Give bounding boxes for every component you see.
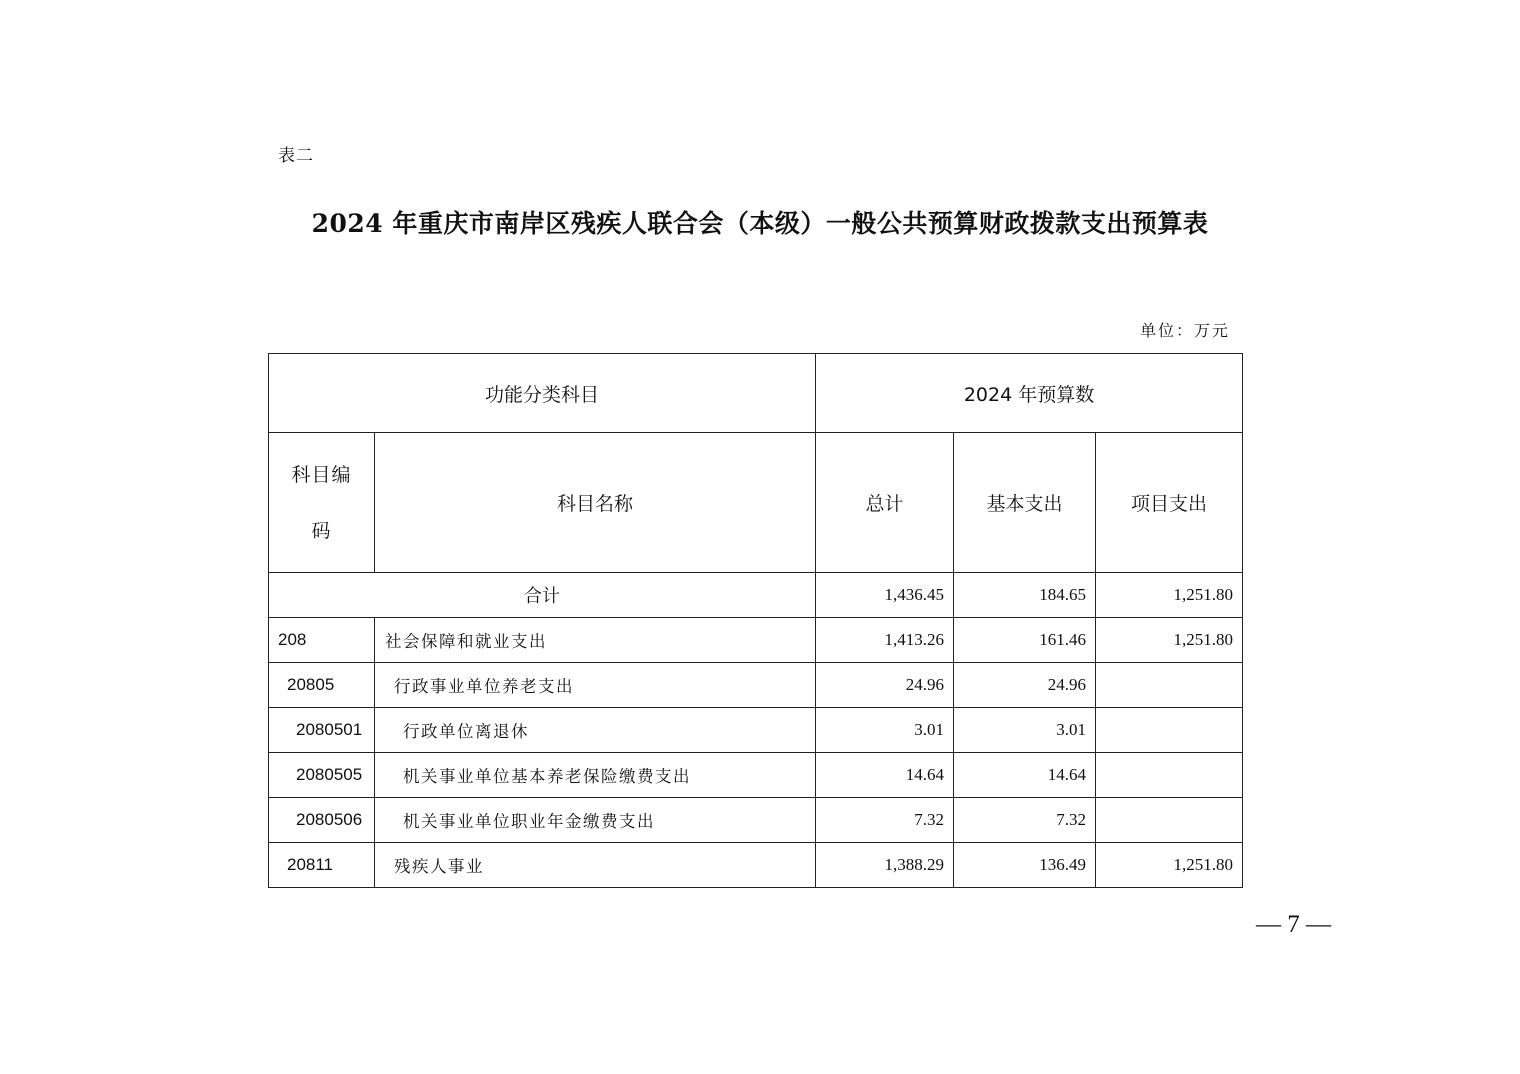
- row-total: 7.32: [816, 798, 954, 843]
- row-project: [1096, 753, 1243, 798]
- row-name: 行政事业单位养老支出: [375, 663, 816, 708]
- row-basic: 14.64: [954, 753, 1096, 798]
- row-total: 24.96: [816, 663, 954, 708]
- row-code: 2080505: [269, 753, 375, 798]
- unit-label: 单位：万元: [1139, 321, 1230, 340]
- row-basic: 7.32: [954, 798, 1096, 843]
- row-name: 机关事业单位职业年金缴费支出: [375, 798, 816, 843]
- header-basic-expenditure: 基本支出: [954, 433, 1096, 573]
- row-total: 3.01: [816, 708, 954, 753]
- header-function-category: 功能分类科目: [269, 354, 816, 433]
- total-row-total: 1,436.45: [816, 573, 954, 618]
- header-subject-code-line2: 码: [311, 519, 332, 542]
- total-row-label: 合计: [269, 573, 816, 618]
- page-number: — 7 —: [1256, 911, 1331, 938]
- header-subject-name: 科目名称: [375, 433, 816, 573]
- row-total: 1,413.26: [816, 618, 954, 663]
- total-row-project: 1,251.80: [1096, 573, 1243, 618]
- row-project: 1,251.80: [1096, 618, 1243, 663]
- row-name: 残疾人事业: [375, 843, 816, 888]
- table-row: [269, 663, 1243, 708]
- row-code: 2080506: [269, 798, 375, 843]
- table-row: [269, 708, 1243, 753]
- header-total: 总计: [816, 433, 954, 573]
- header-subject-code: [269, 433, 375, 573]
- table-row: [269, 753, 1243, 798]
- budget-table: [268, 353, 1243, 888]
- row-total: 14.64: [816, 753, 954, 798]
- row-name: 行政单位离退休: [375, 708, 816, 753]
- document-title: 2024 年重庆市南岸区残疾人联合会（本级）一般公共预算财政拨款支出预算表: [311, 209, 1209, 238]
- header-row-2: [269, 433, 1243, 573]
- row-code: 20805: [269, 663, 375, 708]
- row-code: 208: [269, 618, 375, 663]
- row-project: [1096, 708, 1243, 753]
- row-name: 社会保障和就业支出: [375, 618, 816, 663]
- row-project: [1096, 663, 1243, 708]
- row-total: 1,388.29: [816, 843, 954, 888]
- table-row: [269, 618, 1243, 663]
- header-subject-code-line1: 科目编: [291, 463, 352, 486]
- row-basic: 24.96: [954, 663, 1096, 708]
- header-row-1: [269, 354, 1243, 433]
- row-basic: 136.49: [954, 843, 1096, 888]
- row-code: 2080501: [269, 708, 375, 753]
- row-basic: 161.46: [954, 618, 1096, 663]
- header-budget-year: 2024 年预算数: [816, 354, 1243, 433]
- table-row: [269, 843, 1243, 888]
- header-project-expenditure: 项目支出: [1096, 433, 1243, 573]
- table-label: 表二: [278, 146, 314, 166]
- row-project: [1096, 798, 1243, 843]
- total-row-basic: 184.65: [954, 573, 1096, 618]
- row-project: 1,251.80: [1096, 843, 1243, 888]
- row-code: 20811: [269, 843, 375, 888]
- table-row: [269, 798, 1243, 843]
- total-row: [269, 573, 1243, 618]
- row-name: 机关事业单位基本养老保险缴费支出: [375, 753, 816, 798]
- row-basic: 3.01: [954, 708, 1096, 753]
